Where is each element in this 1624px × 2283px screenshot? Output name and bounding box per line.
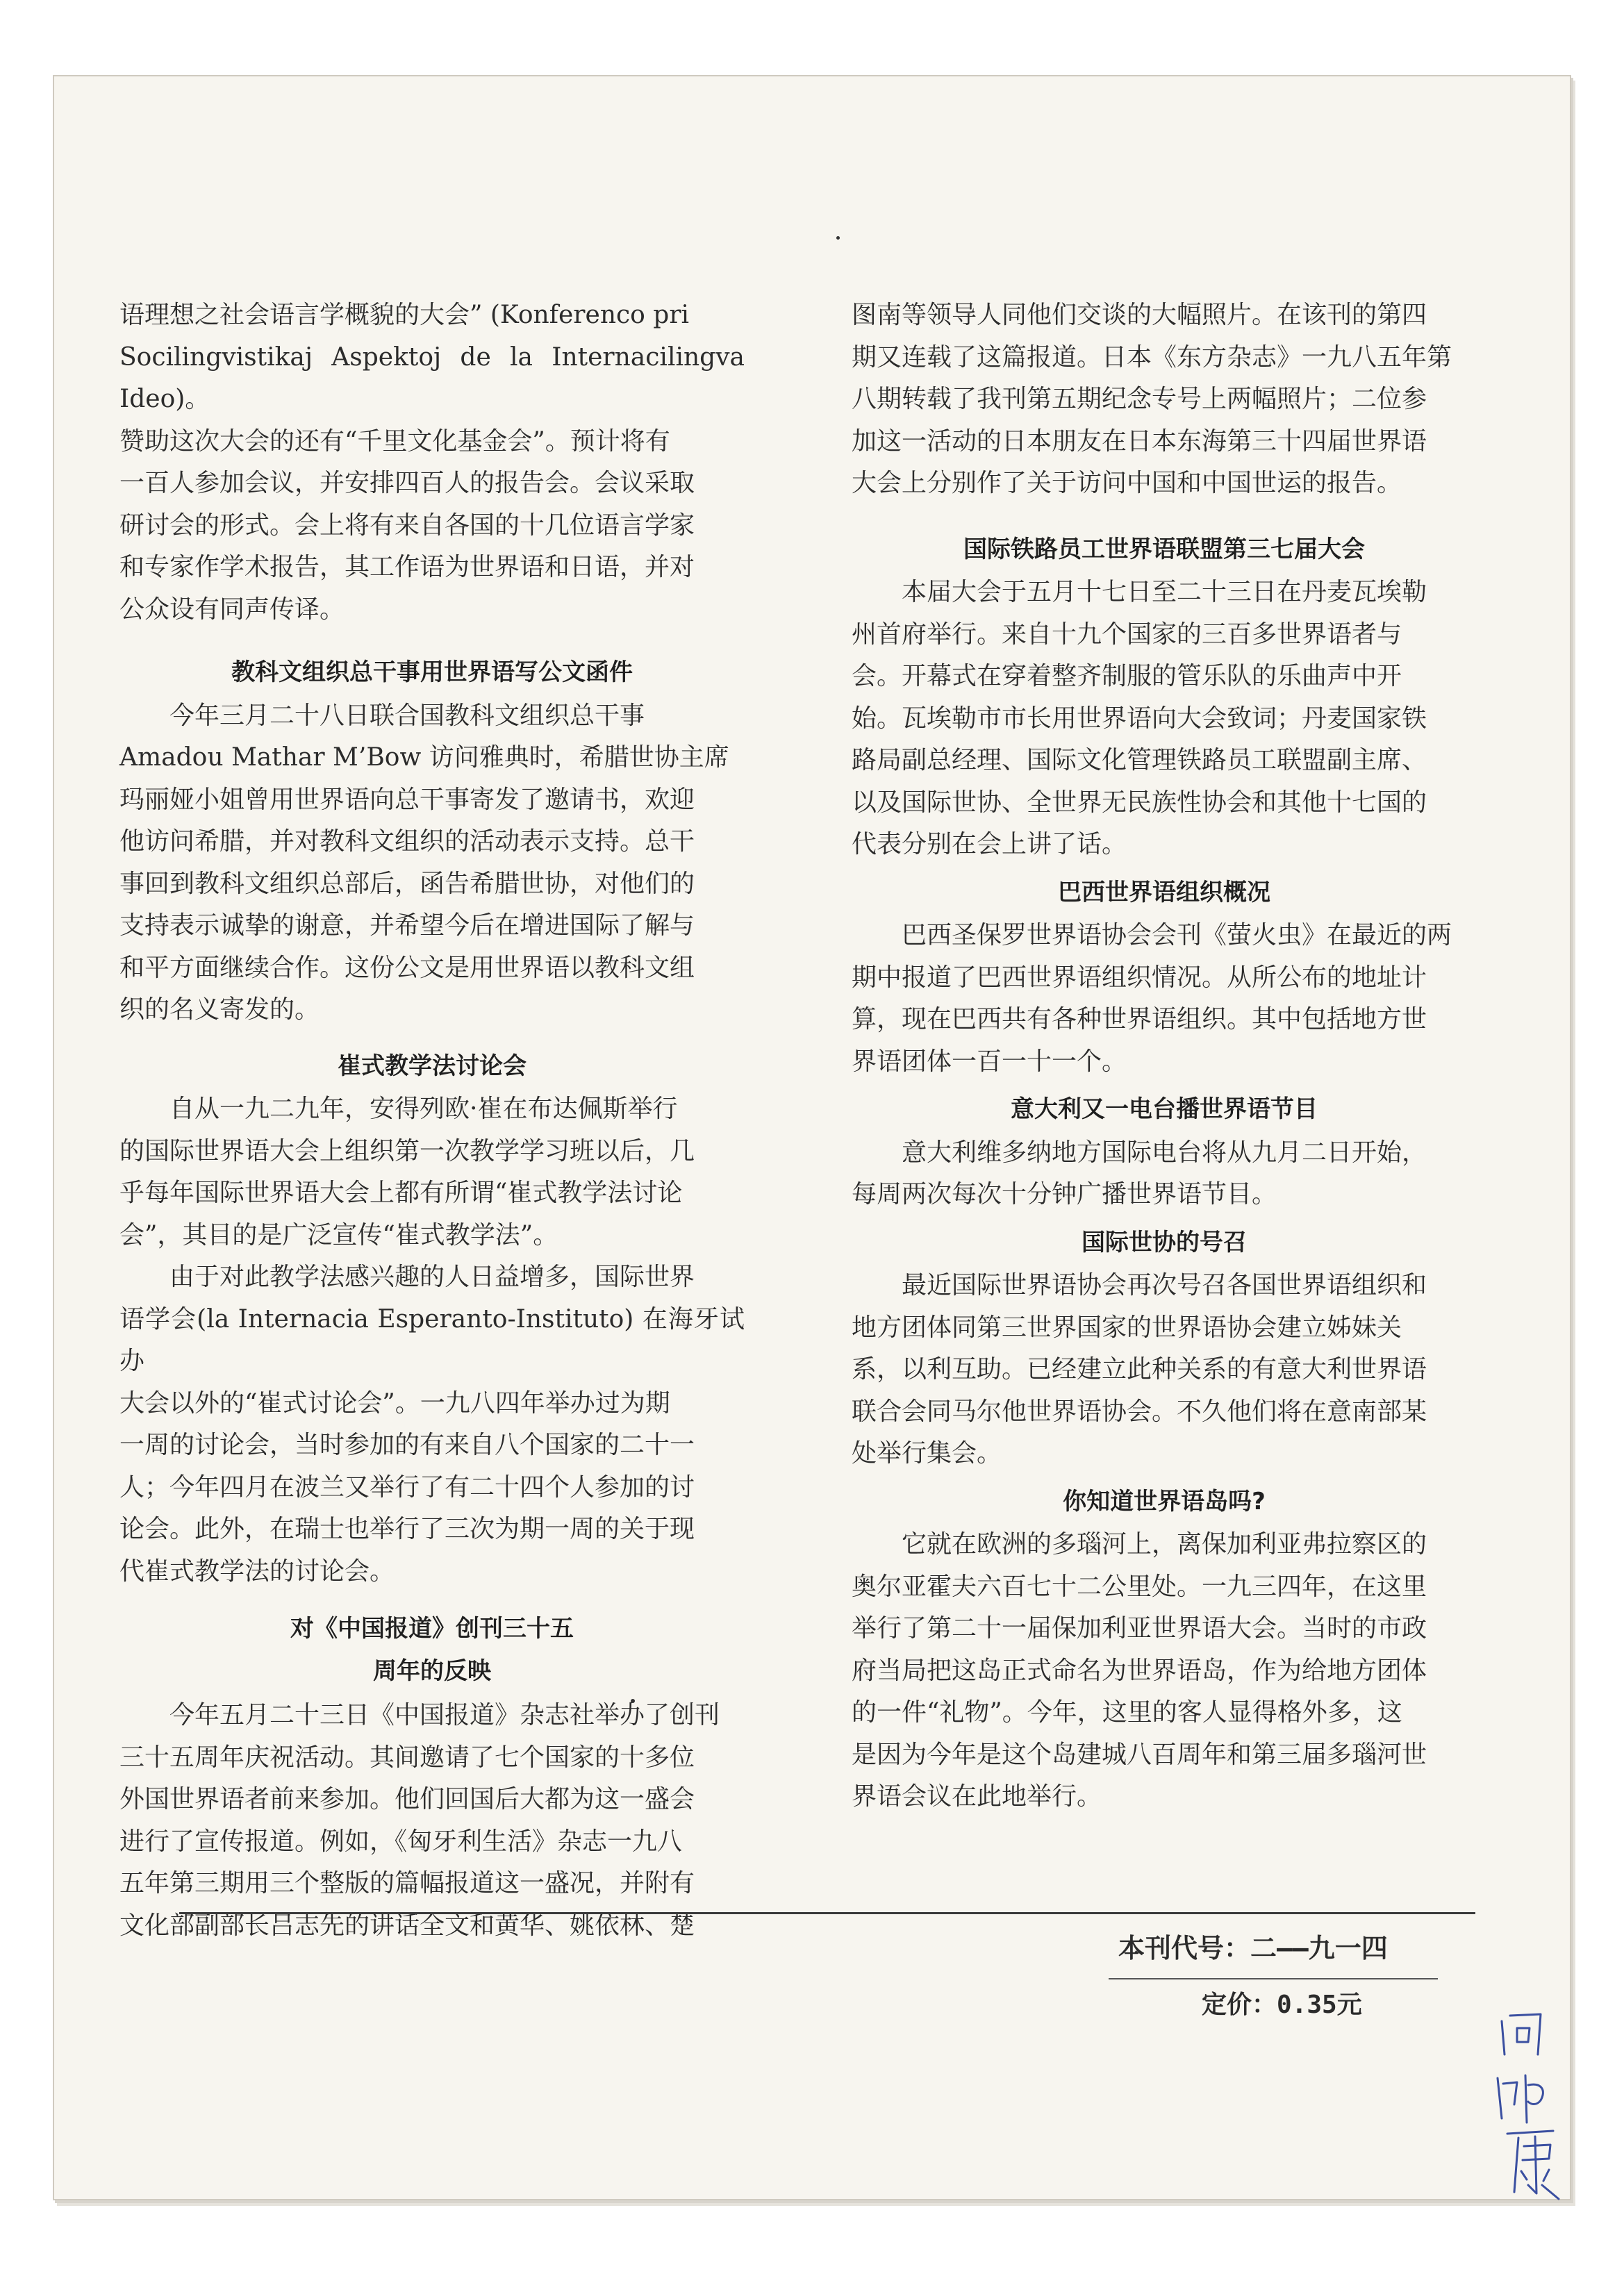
text-line: 奥尔亚霍夫六百七十二公里处。一九三四年，在这里 (852, 1572, 1427, 1601)
text-line: 支持表示诚挚的谢意，并希望今后在增进国际了解与 (119, 911, 695, 940)
text-line: 外国世界语者前来参加。他们回国后大都为这一盛会 (119, 1785, 695, 1813)
text-line: 人；今年四月在波兰又举行了有二十四个人参加的讨 (119, 1472, 695, 1502)
text-line: 赞助这次大会的还有“千里文化基金会”。预计将有 (119, 426, 670, 456)
text-line: 文化部副部长吕志先的讲话全文和黄华、姚依林、楚 (119, 1911, 695, 1940)
intro-paragraph (119, 294, 745, 631)
text-line: 地方团体同第三世界国家的世界语协会建立姊妹关 (852, 1313, 1402, 1342)
section-gap (852, 1475, 1477, 1481)
text-line: 会”，其目的是广泛宣传“崔式教学法”。 (119, 1220, 558, 1250)
article-esperanto-island (852, 1481, 1477, 1818)
text-line: 府当局把这岛正式命名为世界语岛，作为给地方团体 (852, 1656, 1427, 1685)
text-line: 会。开幕式在穿着整齐制服的管乐队的乐曲声中开 (852, 662, 1402, 690)
text-line: 和专家作学术报告，其工作语为世界语和日语，并对 (119, 553, 695, 581)
text-line: 联合会同马尔他世界语协会。不久他们将在意南部某 (852, 1397, 1427, 1426)
text-line: 研讨会的形式。会上将有来自各国的十几位语言学家 (119, 510, 695, 540)
text-line: 它就在欧洲的多瑙河上，离保加利亚弗拉察区的 (902, 1530, 1427, 1559)
article-railway (852, 529, 1477, 866)
text-line: 界语团体一百一十一个。 (852, 1047, 1127, 1076)
section-gap (119, 1593, 745, 1608)
article-cseh-method (119, 1045, 745, 1593)
article-china-report (119, 1608, 745, 1947)
article-heading: 崔式教学法讨论会 (338, 1052, 527, 1080)
handwritten-signature (1486, 2000, 1570, 2209)
section-gap (852, 1216, 1477, 1222)
text-line: 路局副总经理、国际文化管理铁路员工联盟副主席、 (852, 746, 1427, 774)
text-line: 玛丽娅小姐曾用世界语向总干事寄发了邀请书，欢迎 (119, 785, 695, 814)
text-line: 每周两次每次十分钟广播世界语节目。 (852, 1180, 1277, 1209)
footer-thin-rule (1109, 1978, 1438, 1979)
section-gap (119, 631, 745, 651)
text-line: 的国际世界语大会上组织第一次教学学习班以后，几 (119, 1136, 695, 1165)
text-line: 一周的讨论会，当时参加的有来自八个国家的二十一 (119, 1431, 695, 1459)
right-column (852, 294, 1477, 1818)
text-line: 期又连载了这篇报道。日本《东方杂志》一九八五年第 (852, 342, 1452, 372)
text-line: 语学会(la Internacia Esperanto-Instituto) 在海牙试办 (119, 1304, 745, 1375)
left-column (119, 294, 745, 1947)
article-heading: 国际世协的号召 (1082, 1228, 1247, 1256)
text-line: Amadou Mathar M’Bow 访问雅典时，希腊世协主席 (119, 743, 729, 772)
text-line: 州首府举行。来自十九个国家的三百多世界语者与 (852, 620, 1402, 649)
section-gap (852, 505, 1477, 529)
text-line: 今年三月二十八日联合国教科文组织总干事 (169, 701, 645, 730)
text-line: 期中报道了巴西世界语组织情况。从所公布的地址计 (852, 963, 1427, 992)
publication-code: 本刊代号：二——九一四 (1118, 1933, 1388, 1964)
text-line: 和平方面继续合作。这份公文是用世界语以教科文组 (119, 953, 695, 982)
text-line: Socilingvistikaj Aspektoj de la Internacilingva Ideo)。 (119, 342, 745, 413)
section-gap (852, 866, 1477, 872)
text-line: 公众设有同声传译。 (119, 595, 345, 624)
article-italy (852, 1088, 1477, 1216)
text-line: 织的名义寄发的。 (119, 995, 320, 1024)
text-line: 乎每年国际世界语大会上都有所谓“崔式教学法讨论 (119, 1179, 683, 1207)
article-brazil (852, 872, 1477, 1084)
text-line: 界语会议在此地举行。 (852, 1782, 1102, 1811)
section-gap (119, 1031, 745, 1045)
footer-rule (179, 1912, 1475, 1914)
text-line: 他访问希腊，并对教科文组织的活动表示支持。总干 (119, 827, 695, 856)
text-line: 处举行集会。 (852, 1439, 1002, 1468)
article-heading: 巴西世界语组织概况 (1058, 878, 1270, 906)
text-line: 论会。此外，在瑞士也举行了三次为期一周的关于现 (119, 1515, 695, 1543)
text-line: 图南等领导人同他们交谈的大幅照片。在该刊的第四 (852, 301, 1427, 329)
text-line: 代崔式教学法的讨论会。 (119, 1556, 395, 1586)
article-heading: 对《中国报道》创刊三十五 (290, 1615, 574, 1643)
text-line: 自从一九二九年，安得列欧·崔在布达佩斯举行 (169, 1095, 678, 1123)
text-line: 大会上分别作了关于访问中国和中国世运的报告。 (852, 469, 1402, 497)
text-line: 算，现在巴西共有各种世界语组织。其中包括地方世 (852, 1005, 1427, 1033)
price-label: 定价：0.35元 (1202, 1991, 1362, 2019)
article-heading: 国际铁路员工世界语联盟第三七届大会 (963, 535, 1365, 563)
text-line: 一百人参加会议，并安排四百人的报告会。会议采取 (119, 469, 695, 497)
text-line: 五年第三期用三个整版的篇幅报道这一盛况，并附有 (119, 1869, 695, 1898)
text-line: 八期转载了我刊第五期纪念专号上两幅照片；二位参 (852, 385, 1427, 413)
article-heading: 意大利又一电台播世界语节目 (1011, 1095, 1318, 1123)
article-heading: 周年的反映 (373, 1657, 491, 1685)
text-line: 系，以利互助。已经建立此种关系的有意大利世界语 (852, 1355, 1427, 1384)
section-gap (852, 1083, 1477, 1088)
text-line: 意大利维多纳地方国际电台将从九月二日开始， (902, 1138, 1427, 1167)
text-line: 加这一活动的日本朋友在日本东海第三十四届世界语 (852, 426, 1427, 456)
text-line: 语理想之社会语言学概貌的大会” (Konferenco pri (119, 301, 690, 329)
text-line: 进行了宣传报道。例如，《匈牙利生活》杂志一九八 (119, 1827, 683, 1856)
article-unesco (119, 651, 745, 1031)
continued-paragraph (852, 294, 1477, 505)
text-line: 的一件“礼物”。今年，这里的客人显得格外多，这 (852, 1698, 1402, 1727)
text-line: 是因为今年是这个岛建城八百周年和第三届多瑙河世 (852, 1740, 1427, 1769)
text-line: 始。瓦埃勒市市长用世界语向大会致词；丹麦国家铁 (852, 704, 1427, 733)
text-line: 本届大会于五月十七日至二十三日在丹麦瓦埃勒 (902, 578, 1427, 606)
text-line: 三十五周年庆祝活动。其间邀请了七个国家的十多位 (119, 1743, 695, 1772)
text-line: 事回到教科文组织总部后，函告希腊世协，对他们的 (119, 869, 695, 898)
text-line: 巴西圣保罗世界语协会会刊《萤火虫》在最近的两 (902, 921, 1452, 949)
article-uea-call (852, 1222, 1477, 1475)
text-line: 以及国际世协、全世界无民族性协会和其他十七国的 (852, 788, 1427, 817)
text-line: 举行了第二十一届保加利亚世界语大会。当时的市政 (852, 1614, 1427, 1643)
article-heading: 你知道世界语岛吗? (1063, 1487, 1266, 1516)
article-heading: 教科文组织总干事用世界语写公文函件 (231, 658, 633, 686)
text-line: 最近国际世界语协会再次号召各国世界语组织和 (902, 1271, 1427, 1300)
text-line: 代表分别在会上讲了话。 (852, 830, 1127, 858)
text-line: 由于对此教学法感兴趣的人日益增多，国际世界 (169, 1263, 695, 1291)
text-line: 大会以外的“崔式讨论会”。一九八四年举办过为期 (119, 1388, 670, 1418)
print-speck (836, 236, 840, 240)
text-line: 今年五月二十三日《中国报道》杂志社举办了创刊 (169, 1701, 720, 1729)
